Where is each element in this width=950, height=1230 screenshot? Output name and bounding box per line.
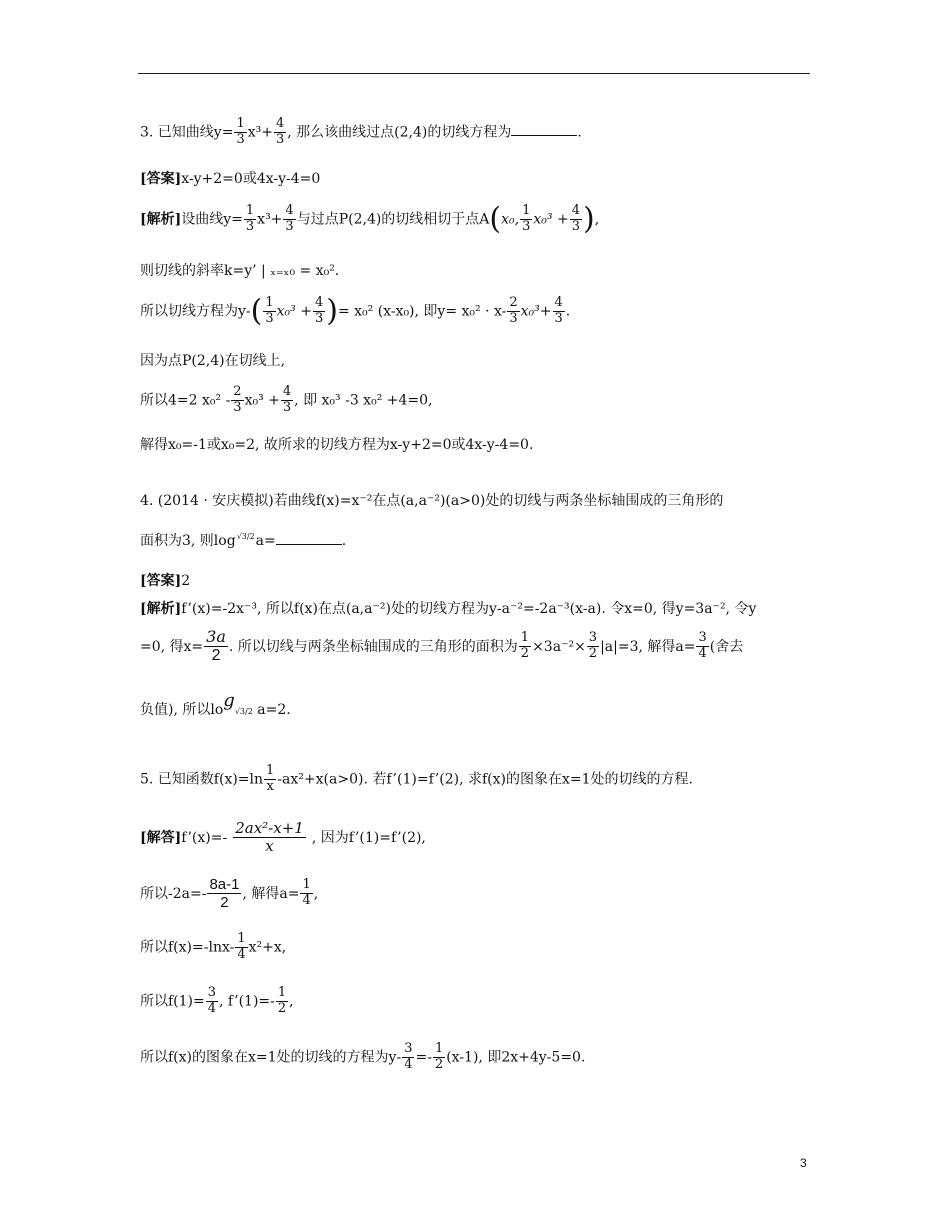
q5-solution-line2: 所以-2a=- $\frac{8a-1}{2}$ , 解得a= $\frac{1}{4}$ , xyxy=(140,876,319,912)
q5-solution-line1: [解答]f’(x)=- $\frac{\text{2ax²-x+1}}{x}$ , 因为f’(1)=f’(2), xyxy=(140,819,426,856)
answer-blank xyxy=(276,532,342,545)
q5-solution-line5: 所以f(x)的图象在x=1处的切线的方程为y- $\frac{3}{4}$ =- $\frac{1}{2}$ (x-1), 即2x+4y-5=0. xyxy=(140,1041,586,1072)
q5-solution-line4: 所以f(1)= $\frac{3}{4}$ , f’(1)=- $\frac{1}{2}$ , xyxy=(140,985,294,1016)
q3-analysis-line1: [解析]设曲线y= $\frac{1}{3}$ x³+ $\frac{4}{3}$ 与过点P(2,4)的切线相切于点A(x₀, $\frac{1}{3}$ x₀³ + $\frac{4}{3}$ ), xyxy=(140,201,600,237)
log-base: √3/2 xyxy=(236,532,255,541)
q4-analysis-line1: [解析]f’(x)=-2x⁻³, 所以f(x)在点(a,a⁻²)处的切线方程为y-a⁻²=-2a⁻³(x-a). 令x=0, 得y=3a⁻², 令y xyxy=(140,601,757,617)
q3-answer: [答案]x-y+2=0或4x-y-4=0 xyxy=(140,171,321,187)
fraction: $\frac{1}{3}$ xyxy=(236,116,245,147)
q5-stem: 5. 已知函数f(x)=ln $\frac{1}{x}$ -ax²+x(a>0). 若f’(1)=f’(2), 求f(x)的图象在x=1处的切线的方程. xyxy=(140,763,693,794)
q4-stem-line2: 面积为3, 则log√3/2a= . xyxy=(140,532,347,549)
page-number: 3 xyxy=(800,1156,807,1170)
q4-answer: [答案]2 xyxy=(140,573,191,589)
q3-analysis-line6: 解得x₀=-1或x₀=2, 故所求的切线方程为x-y+2=0或4x-y-4=0. xyxy=(140,437,534,453)
q4-analysis-line3: 负值), 所以log√3/2 a=2. xyxy=(140,690,291,718)
q3-analysis-line5: 所以4=2 x₀² - $\frac{2}{3}$ x₀³ + $\frac{4}{3}$ , 即 x₀³ -3 x₀² +4=0, xyxy=(140,384,433,415)
q4-stem-line1: 4. (2014 · 安庆模拟)若曲线f(x)=x⁻²在点(a,a⁻²)(a>0)处的切线与两条坐标轴围成的三角形的 xyxy=(140,493,724,509)
q5-solution-line3: 所以f(x)=-lnx- $\frac{1}{4}$ x²+x, xyxy=(140,931,287,962)
q3-stem: 3. 已知曲线y= $\frac{1}{3}$ x³+ $\frac{4}{3}$ , 那么该曲线过点(2,4)的切线方程为 . xyxy=(140,116,582,147)
q3-analysis-line3: 所以切线方程为y-( $\frac{1}{3}$ x₀³ + $\frac{4}{3}$ )= x₀² (x-x₀), 即y= x₀² · x- $\frac{2}{3}$ x₀³+ $\frac{4}{3}$ . xyxy=(140,293,571,329)
q4-analysis-line2: =0, 得x= $\frac{3a}{2}$ . 所以切线与两条坐标轴围成的三角形的面积为 $\frac{1}{2}$ ×3a⁻²× $\frac{3}{2}$ |a|=3, 解得a= $\frac{3}{4}$ (舍去 xyxy=(140,627,744,665)
q3-analysis-line4: 因为点P(2,4)在切线上, xyxy=(140,353,286,369)
fraction: $\frac{4}{3}$ xyxy=(275,116,285,147)
q3-analysis-line2: 则切线的斜率k=y’ | ₓ₌ₓ₀ = x₀². xyxy=(140,263,340,279)
answer-blank xyxy=(511,123,577,136)
header-rule xyxy=(138,73,810,74)
